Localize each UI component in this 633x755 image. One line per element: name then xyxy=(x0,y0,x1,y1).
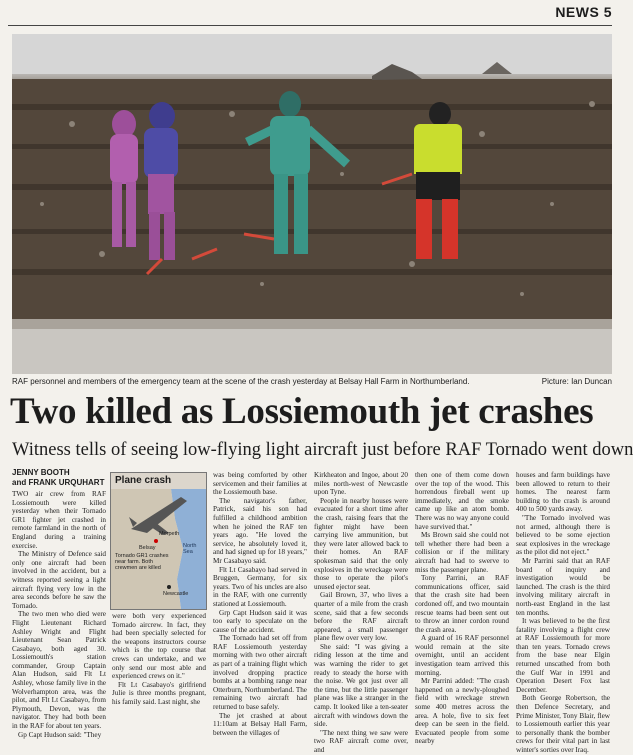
article-column-2 xyxy=(112,612,206,706)
article-column-6 xyxy=(516,471,610,754)
map-label-north-sea: North Sea xyxy=(183,543,197,555)
photo-caption xyxy=(12,377,612,387)
photo-credit: Picture: Ian Duncan xyxy=(541,377,612,386)
paragraph: Grp Capt Hudson said it was too early to speculate on the cause of the accident. xyxy=(213,608,307,634)
paragraph: Mr Parrini said that an RAF board of inquiry and investigation would be launched. The crash is the third involving military aircraft in north-east England in the last ten months. xyxy=(516,556,610,617)
paragraph: The jet crashed at about 11:10am at Belsay Hall Farm, between the villages of xyxy=(213,711,307,737)
caption-text: RAF personnel and members of the emergency team at the scene of the crash yesterday at Belsay Hall Farm in Northumberland. xyxy=(12,377,470,386)
byline xyxy=(12,468,106,488)
paragraph: The two men who died were Flight Lieutenant Richard Ashley Wright and Flight Lieutenant Sean Patrick Casabayo, both aged 30. Lossiemouth's station commander, Group Captain Alan Hudson, said Flt Lt Ashley, whose family live in the Wolverhampton area, was the pilot, and Flt Lt Casabayo, from Plymouth, Devon, was the navigator. They had both been in the RAF for about ten years. xyxy=(12,610,106,731)
paragraph: Ms Brown said she could not tell whether there had been a collision or if the military aircraft had had to swerve to miss the passenger plane. xyxy=(415,531,509,574)
byline-and: and xyxy=(12,478,27,487)
section-label: NEWS 5 xyxy=(555,4,612,20)
paragraph: were both very experienced Tornado aircrew. In fact, they had been specially selected for the weapons instructors course which is the top course that crews can undertake, and we only send our most able and experienced crews on it." xyxy=(112,612,206,681)
article-column-5 xyxy=(415,471,509,746)
paragraph: "The next thing we saw were two RAF aircraft come over, and xyxy=(314,728,408,754)
map-title: Plane crash xyxy=(115,475,172,486)
map-label-morpeth: Morpeth xyxy=(159,531,180,537)
paragraph: It was believed to be the first fatality involving a flight crew at RAF Lossiemouth for more than ten years. Tornado crews from the base near Elgin returned unscathed from both the Gulf War in 1991 and Operation Desert Fox last December. xyxy=(516,617,610,694)
paragraph: She said: "I was giving a riding lesson at the time and was warning the rider to get ready to steady the horse with the noise. We got just over all the time, but the little passenger plane was like a stranger in the camp. It looked like a ten-seater aircraft with windows down the side. xyxy=(314,642,408,729)
paragraph: "The Tornado involved was not armed, although there is believed to be some ejection seat explosives in the wreckage as the pilot did not eject." xyxy=(516,513,610,557)
article-column-1 xyxy=(12,490,106,739)
paragraph: Mr Parrini added: "The crash happened on a newly-ploughed field with wreckage strewn some 400 metres across the area. A hole, five to six feet deep can be seen in the field. Evacuated people from some nearby xyxy=(415,677,509,746)
byline-author-2 xyxy=(12,478,106,488)
paragraph: was being comforted by other servicemen and their families at the Lossiemouth base. xyxy=(213,471,307,497)
paragraph: Both George Robertson, the then Defence Secretary, and Prime Minister, Tony Blair, flew to Lossiemouth earlier this year to personally thank the bomber crews for their vital part in last winter's sorties over Iraq. xyxy=(516,694,610,754)
paragraph: People in nearby houses were evacuated for a short time after the crash, raising fears that the fighter might have been carrying live ammunition, but they were later allowed back to their homes. An RAF spokesman said that the only explosives in the wreckage were those to operate the pilot's unused ejector seat. xyxy=(314,496,408,591)
top-rule xyxy=(8,25,612,26)
crash-location-map xyxy=(110,472,207,610)
crash-scene-photo xyxy=(12,34,612,374)
paragraph: Gp Capt Hudson said: "They xyxy=(18,730,102,739)
byline-author-2-name: FRANK URQUHART xyxy=(28,478,105,487)
paragraph: houses and farm buildings have been allowed to return to their homes. The nearest farm building to the crash is around 400 to 500 yards away. xyxy=(516,471,610,514)
paragraph: The Ministry of Defence said only one aircraft had been involved in the accident, but a witness reported seeing a light aircraft flying very low in the area seconds before he saw the Tornado. xyxy=(12,550,106,610)
paragraph: A guard of 16 RAF personnel would remain at the site overnight, until an accident investigation team arrived this morning. xyxy=(415,634,509,677)
paragraph: The Tornado had set off from RAF Lossiemouth yesterday morning with two other aircraft as part of a training flight which involved dropping practice bombs at a bombing range near Otterburn, Northumberland. The remaining two aircraft had returned to base safely. xyxy=(213,634,307,712)
map-label-newcastle: Newcastle xyxy=(163,591,189,597)
article-column-4 xyxy=(314,471,408,754)
map-label-note: Tornado GR1 crashes near farm. Both crewmen are killed xyxy=(115,553,169,571)
paragraph: Gail Brown, 37, who lives a quarter of a mile from the crash scene, said that a few seconds before the RAF aircraft appeared, a small passenger plane flew over very low. xyxy=(314,591,408,643)
byline-author-1: JENNY BOOTH xyxy=(12,468,70,477)
paragraph: Flt Lt Casabayo's girlfriend Julie is three months pregnant, his family said. Last night, she xyxy=(112,680,206,706)
paragraph: The navigator's father, Patrick, said his son had fulfilled a childhood ambition when he joined the RAF ten years ago. "He loved the service, he absolutely loved it, and had signed up for 18 years," Mr Casabayo said. xyxy=(213,496,307,565)
headline: Two killed as Lossiemouth jet crashes xyxy=(10,391,594,432)
paragraph: Kirkheaton and Ingoe, about 20 miles north-west of Newcastle upon Tyne. xyxy=(314,471,408,497)
paragraph: TWO air crew from RAF Lossiemouth were killed yesterday when their Tornado GR1 fighter jet crashed in remote farmland in the north of England during a training exercise. xyxy=(12,490,106,550)
subheadline: Witness tells of seeing low-flying light aircraft just before RAF Tornado went down xyxy=(12,440,633,460)
paragraph: then one of them come down over the top of the wood. This horrendous fireball went up immediately, and the smoke came up like an atom bomb. There was no way anyone could have survived that." xyxy=(415,471,509,531)
paragraph: Tony Parrini, an RAF communications officer, said that the crash site had been cordoned off, and two mountain rescue teams had been sent out to throw an inner cordon round the crash area. xyxy=(415,574,509,634)
map-label-belsay: Belsay xyxy=(139,545,156,551)
paragraph: Flt Lt Casabayo had served in Bruggen, Germany, for six years. Two of his uncles are also in the RAF, with one currently stationed at Lossiemouth. xyxy=(213,565,307,608)
article-column-3 xyxy=(213,471,307,737)
